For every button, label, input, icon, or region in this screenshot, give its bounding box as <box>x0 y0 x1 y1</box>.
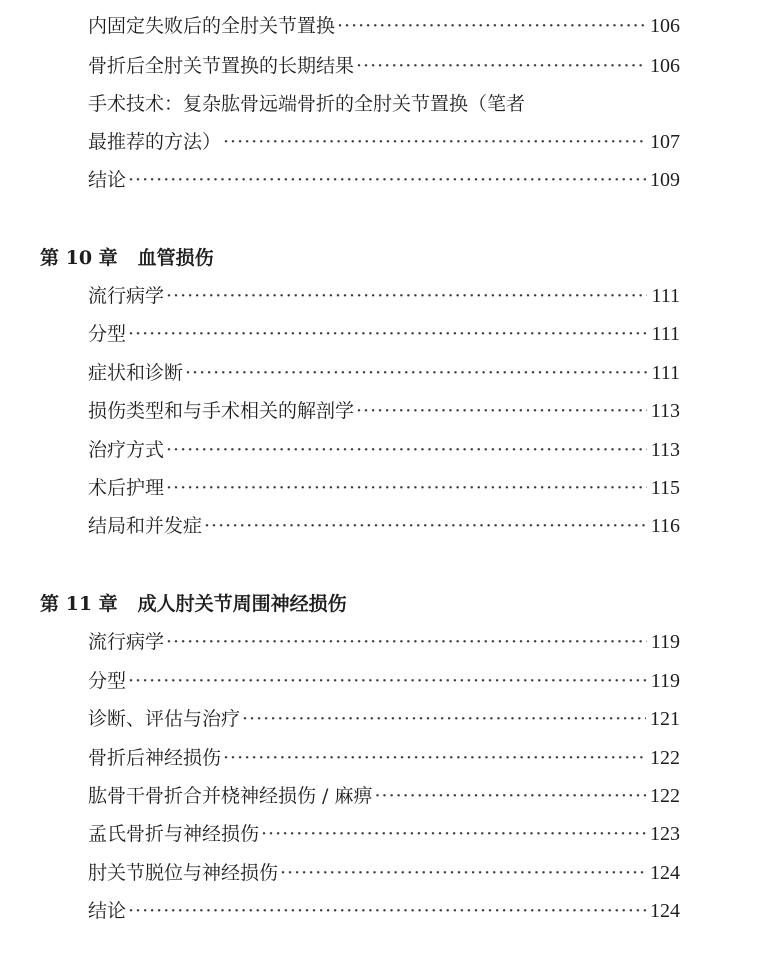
dot-leader <box>128 897 646 925</box>
toc-entry-title: 损伤类型和与手术相关的解剖学 <box>88 400 355 422</box>
toc-entry[interactable] <box>88 436 680 464</box>
toc-entry-page: 115 <box>650 477 680 499</box>
chapter-heading[interactable] <box>40 244 214 272</box>
toc-entry-title: 症状和诊断 <box>88 362 184 384</box>
toc-entry-page: 123 <box>650 823 680 845</box>
toc-entry-title: 治疗方式 <box>88 439 165 461</box>
toc-entry-page: 113 <box>650 439 680 461</box>
toc-entry-page: 111 <box>651 362 680 384</box>
toc-entry-page: 111 <box>651 323 680 345</box>
toc-entry[interactable] <box>88 667 680 695</box>
dot-leader <box>356 397 647 425</box>
toc-entry[interactable] <box>88 782 680 810</box>
dot-leader <box>374 782 646 810</box>
toc-entry-title: 诊断、评估与治疗 <box>88 708 241 730</box>
toc-entry-title: 流行病学 <box>88 285 165 307</box>
toc-entry-title: 分型 <box>88 670 127 692</box>
toc-entry[interactable] <box>88 397 680 425</box>
toc-entry-page: 119 <box>650 670 680 692</box>
toc-entry[interactable] <box>88 359 680 387</box>
dot-leader <box>185 359 647 387</box>
toc-entry[interactable] <box>88 320 680 348</box>
dot-leader <box>166 436 647 464</box>
toc-entry[interactable] <box>88 512 680 540</box>
dot-leader <box>242 705 646 733</box>
toc-entry-title-line1[interactable]: 手术技术：复杂肱骨远端骨折的全肘关节置换（笔者 <box>88 93 526 115</box>
toc-entry[interactable] <box>88 744 680 772</box>
toc-entry-title: 术后护理 <box>88 477 165 499</box>
toc-entry[interactable] <box>88 128 680 156</box>
toc-entry-page: 111 <box>651 285 680 307</box>
toc-entry-page: 119 <box>650 631 680 653</box>
chapter-heading[interactable] <box>40 590 347 618</box>
dot-leader <box>337 12 646 40</box>
toc-entry-title: 分型 <box>88 323 127 345</box>
chapter-title: 血管损伤 <box>137 247 214 269</box>
toc-entry[interactable] <box>88 820 680 848</box>
toc-entry[interactable] <box>88 897 680 925</box>
toc-entry-title: 孟氏骨折与神经损伤 <box>88 823 260 845</box>
toc-entry-title: 流行病学 <box>88 631 165 653</box>
toc-entry-title: 结局和并发症 <box>88 515 203 537</box>
toc-entry-page: 122 <box>650 785 680 807</box>
toc-entry[interactable] <box>88 166 680 194</box>
toc-entry-page: 124 <box>650 862 680 884</box>
chapter-number: 第 10 章 <box>40 247 118 269</box>
dot-leader <box>128 320 647 348</box>
toc-entry-title: 肱骨干骨折合并桡神经损伤 / 麻痹 <box>88 785 373 807</box>
toc-entry-title: 结论 <box>88 900 127 922</box>
dot-leader <box>204 512 647 540</box>
toc-entry[interactable] <box>88 52 680 80</box>
toc-entry-page: 122 <box>650 747 680 769</box>
toc-entry-title-line2: 最推荐的方法） <box>88 131 222 153</box>
dot-leader <box>223 128 646 156</box>
dot-leader <box>166 282 647 310</box>
dot-leader <box>166 474 647 502</box>
dot-leader <box>166 628 647 656</box>
toc-entry-page: 124 <box>650 900 680 922</box>
chapter-title: 成人肘关节周围神经损伤 <box>137 593 347 615</box>
toc-entry-page: 107 <box>650 131 680 153</box>
toc-entry-page: 109 <box>650 169 680 191</box>
toc-entry[interactable] <box>88 859 680 887</box>
toc-entry-page: 106 <box>650 15 680 37</box>
dot-leader <box>223 744 646 772</box>
toc-entry-title: 结论 <box>88 169 127 191</box>
toc-entry-title: 肘关节脱位与神经损伤 <box>88 862 279 884</box>
chapter-number: 第 11 章 <box>40 593 118 615</box>
toc-entry[interactable] <box>88 474 680 502</box>
toc-entry-title: 骨折后神经损伤 <box>88 747 222 769</box>
toc-entry-title: 骨折后全肘关节置换的长期结果 <box>88 55 355 77</box>
toc-entry-title: 内固定失败后的全肘关节置换 <box>88 15 336 37</box>
toc-entry-page: 116 <box>650 515 680 537</box>
toc-entry[interactable] <box>88 282 680 310</box>
dot-leader <box>128 166 646 194</box>
toc-entry-page: 121 <box>650 708 680 730</box>
toc-entry-page: 113 <box>650 400 680 422</box>
toc-entry[interactable] <box>88 705 680 733</box>
dot-leader <box>261 820 646 848</box>
toc-entry[interactable] <box>88 628 680 656</box>
dot-leader <box>280 859 646 887</box>
toc-entry-page: 106 <box>650 55 680 77</box>
dot-leader <box>356 52 646 80</box>
dot-leader <box>128 667 647 695</box>
toc-entry[interactable] <box>88 12 680 40</box>
